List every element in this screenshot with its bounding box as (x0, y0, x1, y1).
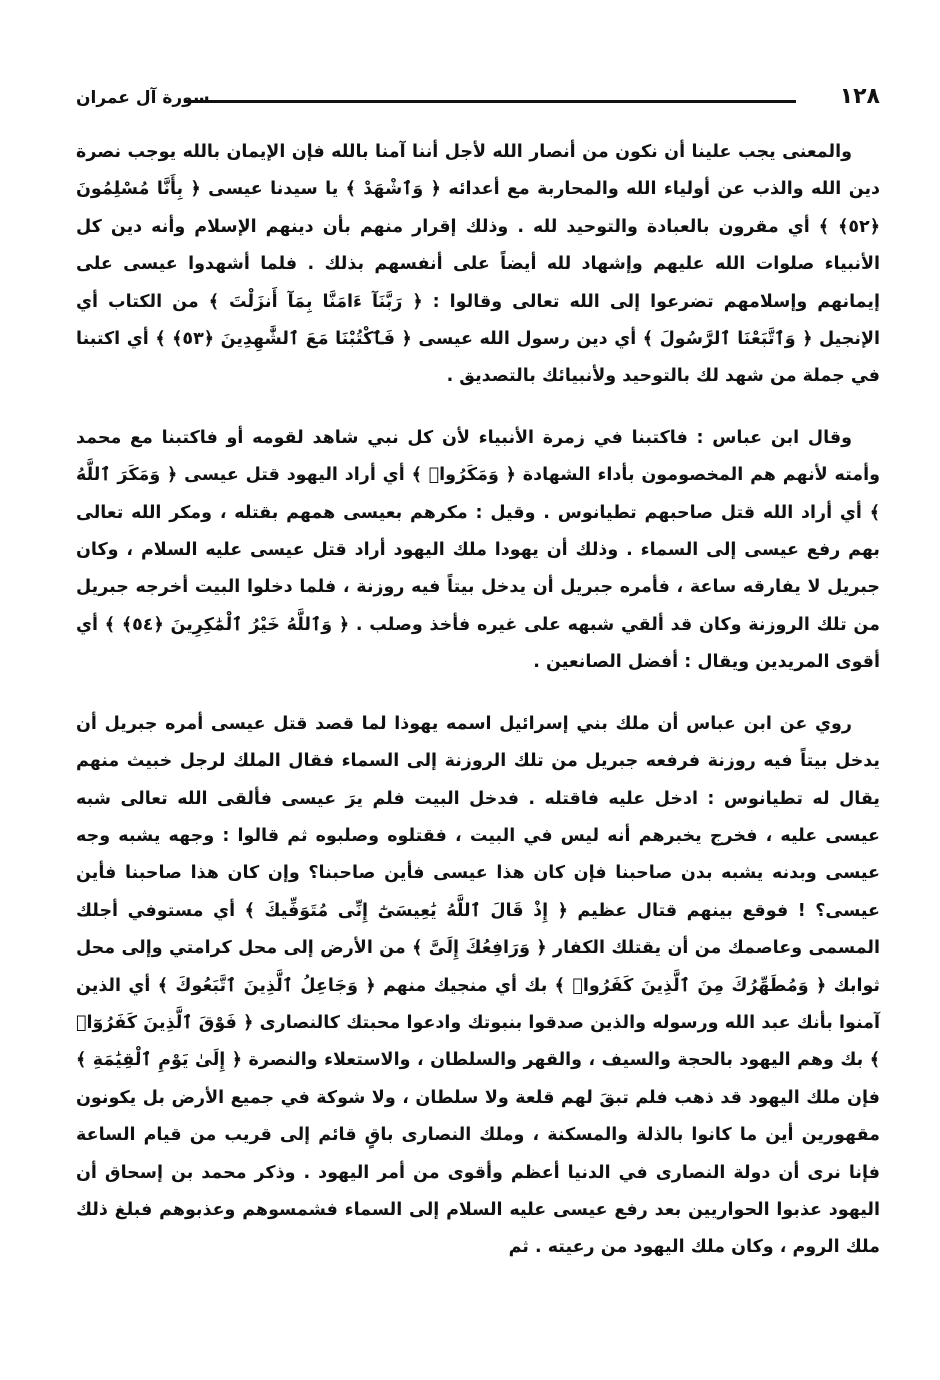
page-header (76, 82, 880, 116)
paragraph-2: وقال ابن عباس : فاكتبنا في زمرة الأنبياء لأن كل نبي شاهد لقومه أو فاكتبنا مع محمد وأمته لأنهم هم المخصومون بأداء الشهادة ﴿ وَمَكَرُوا۟ ﴾ أي أراد اليهود قتل عيسى ﴿ وَمَكَرَ ٱللَّهُ ﴾ أي أراد الله قتل صاحبهم تطيانوس . وقيل : مكرهم بعيسى همهم بقتله ، ومكر الله تعالى بهم رفع عيسى إلى السماء . وذلك أن يهودا ملك اليهود أراد قتل عيسى عليه السلام ، وكان جبريل لا يفارقه ساعة ، فأمره جبريل أن يدخل بيتاً فيه روزنة ، فلما دخلوا البيت أخرجه جبريل من تلك الروزنة وكان قد ألقي شبهه على غيره فأخذ وصلب . ﴿ وَٱللَّهُ خَيْرُ ٱلْمَٰكِرِينَ ﴿٥٤﴾ ﴾ أي أقوى المريدين ويقال : أفضل الصانعين . (76, 427, 880, 673)
header-rule (184, 100, 796, 103)
paragraph-1: والمعنى يجب علينا أن نكون من أنصار الله لأجل أننا آمنا بالله فإن الإيمان بالله يوجب نصرة دين الله والذب عن أولياء الله والمحاربة مع أعدائه ﴿ وَٱشْهَدْ ﴾ يا سيدنا عيسى ﴿ بِأَنَّا مُسْلِمُونَ ﴿٥٢﴾ ﴾ أي مقرون بالعبادة والتوحيد لله . وذلك إقرار منهم بأن دينهم الإسلام وأنه دين كل الأنبياء صلوات الله عليهم وإشهاد لله أيضاً على أنفسهم بذلك . فلما أشهدوا عيسى على إيمانهم وإسلامهم تضرعوا إلى الله تعالى وقالوا : ﴿ رَبَّنَآ ءَامَنَّا بِمَآ أَنزَلْتَ ﴾ من الكتاب أي الإنجيل ﴿ وَٱتَّبَعْنَا ٱلرَّسُولَ ﴾ أي دين رسول الله عيسى ﴿ فَٱكْتُبْنَا مَعَ ٱلشَّٰهِدِينَ ﴿٥٣﴾ ﴾ أي اكتبنا في جملة من شهد لك بالتوحيد ولأنبيائك بالتصديق . (76, 142, 881, 387)
body-text (76, 134, 880, 1267)
paragraph-3: روي عن ابن عباس أن ملك بني إسرائيل اسمه يهوذا لما قصد قتل عيسى أمره جبريل أن يدخل بيتاً فيه روزنة فرفعه جبريل من تلك الروزنة إلى السماء فقال الملك لرجل خبيث منهم يقال له تطيانوس : ادخل عليه فاقتله . فدخل البيت فلم يرَ عيسى فألقى الله تعالى شبه عيسى عليه ، فخرج يخبرهم أنه ليس في البيت ، فقتلوه وصلبوه ثم قالوا : وجهه يشبه وجه عيسى وبدنه يشبه بدن صاحبنا فإن كان هذا عيسى فأين صاحبنا؟ وإن كان هذا صاحبنا فأين عيسى؟ ! فوقع بينهم قتال عظيم ﴿ إِذْ قَالَ ٱللَّهُ يَٰعِيسَىٰٓ إِنِّى مُتَوَفِّيكَ ﴾ أي مستوفي أجلك المسمى وعاصمك من أن يقتلك الكفار ﴿ وَرَافِعُكَ إِلَىَّ ﴾ من الأرض إلى محل كرامتي وإلى محل ثوابك ﴿ وَمُطَهِّرُكَ مِنَ ٱلَّذِينَ كَفَرُوا۟ ﴾ بك أي منجيك منهم ﴿ وَجَاعِلُ ٱلَّذِينَ ٱتَّبَعُوكَ ﴾ أي الذين آمنوا بأنك عبد الله ورسوله والذين صدقوا بنبوتك وادعوا محبتك كالنصارى ﴿ فَوْقَ ٱلَّذِينَ كَفَرُوٓا۟ ﴾ بك وهم اليهود بالحجة والسيف ، والقهر والسلطان ، والاستعلاء والنصرة ﴿ إِلَىٰ يَوْمِ ٱلْقِيَٰمَةِ ﴾ فإن ملك اليهود قد ذهب فلم تبقَ لهم قلعة ولا سلطان ، ولا شوكة في جميع الأرض بل يكونون مقهورين أين ما كانوا بالذلة والمسكنة ، وملك النصارى باقٍ قائم إلى قريب من قيام الساعة فإنا نرى أن دولة النصارى في الدنيا أعظم وأقوى من أمر اليهود . وذكر محمد بن إسحاق أن اليهود عذبوا الحواريين بعد رفع عيسى عليه السلام إلى السماء فشمسوهم وعذبوهم فبلغ ذلك ملك الروم ، وكان ملك اليهود من رعيته . ثم (76, 713, 880, 1258)
surah-title: سورة آل عمران (76, 88, 210, 108)
page-number: ١٢٨ (839, 84, 880, 109)
